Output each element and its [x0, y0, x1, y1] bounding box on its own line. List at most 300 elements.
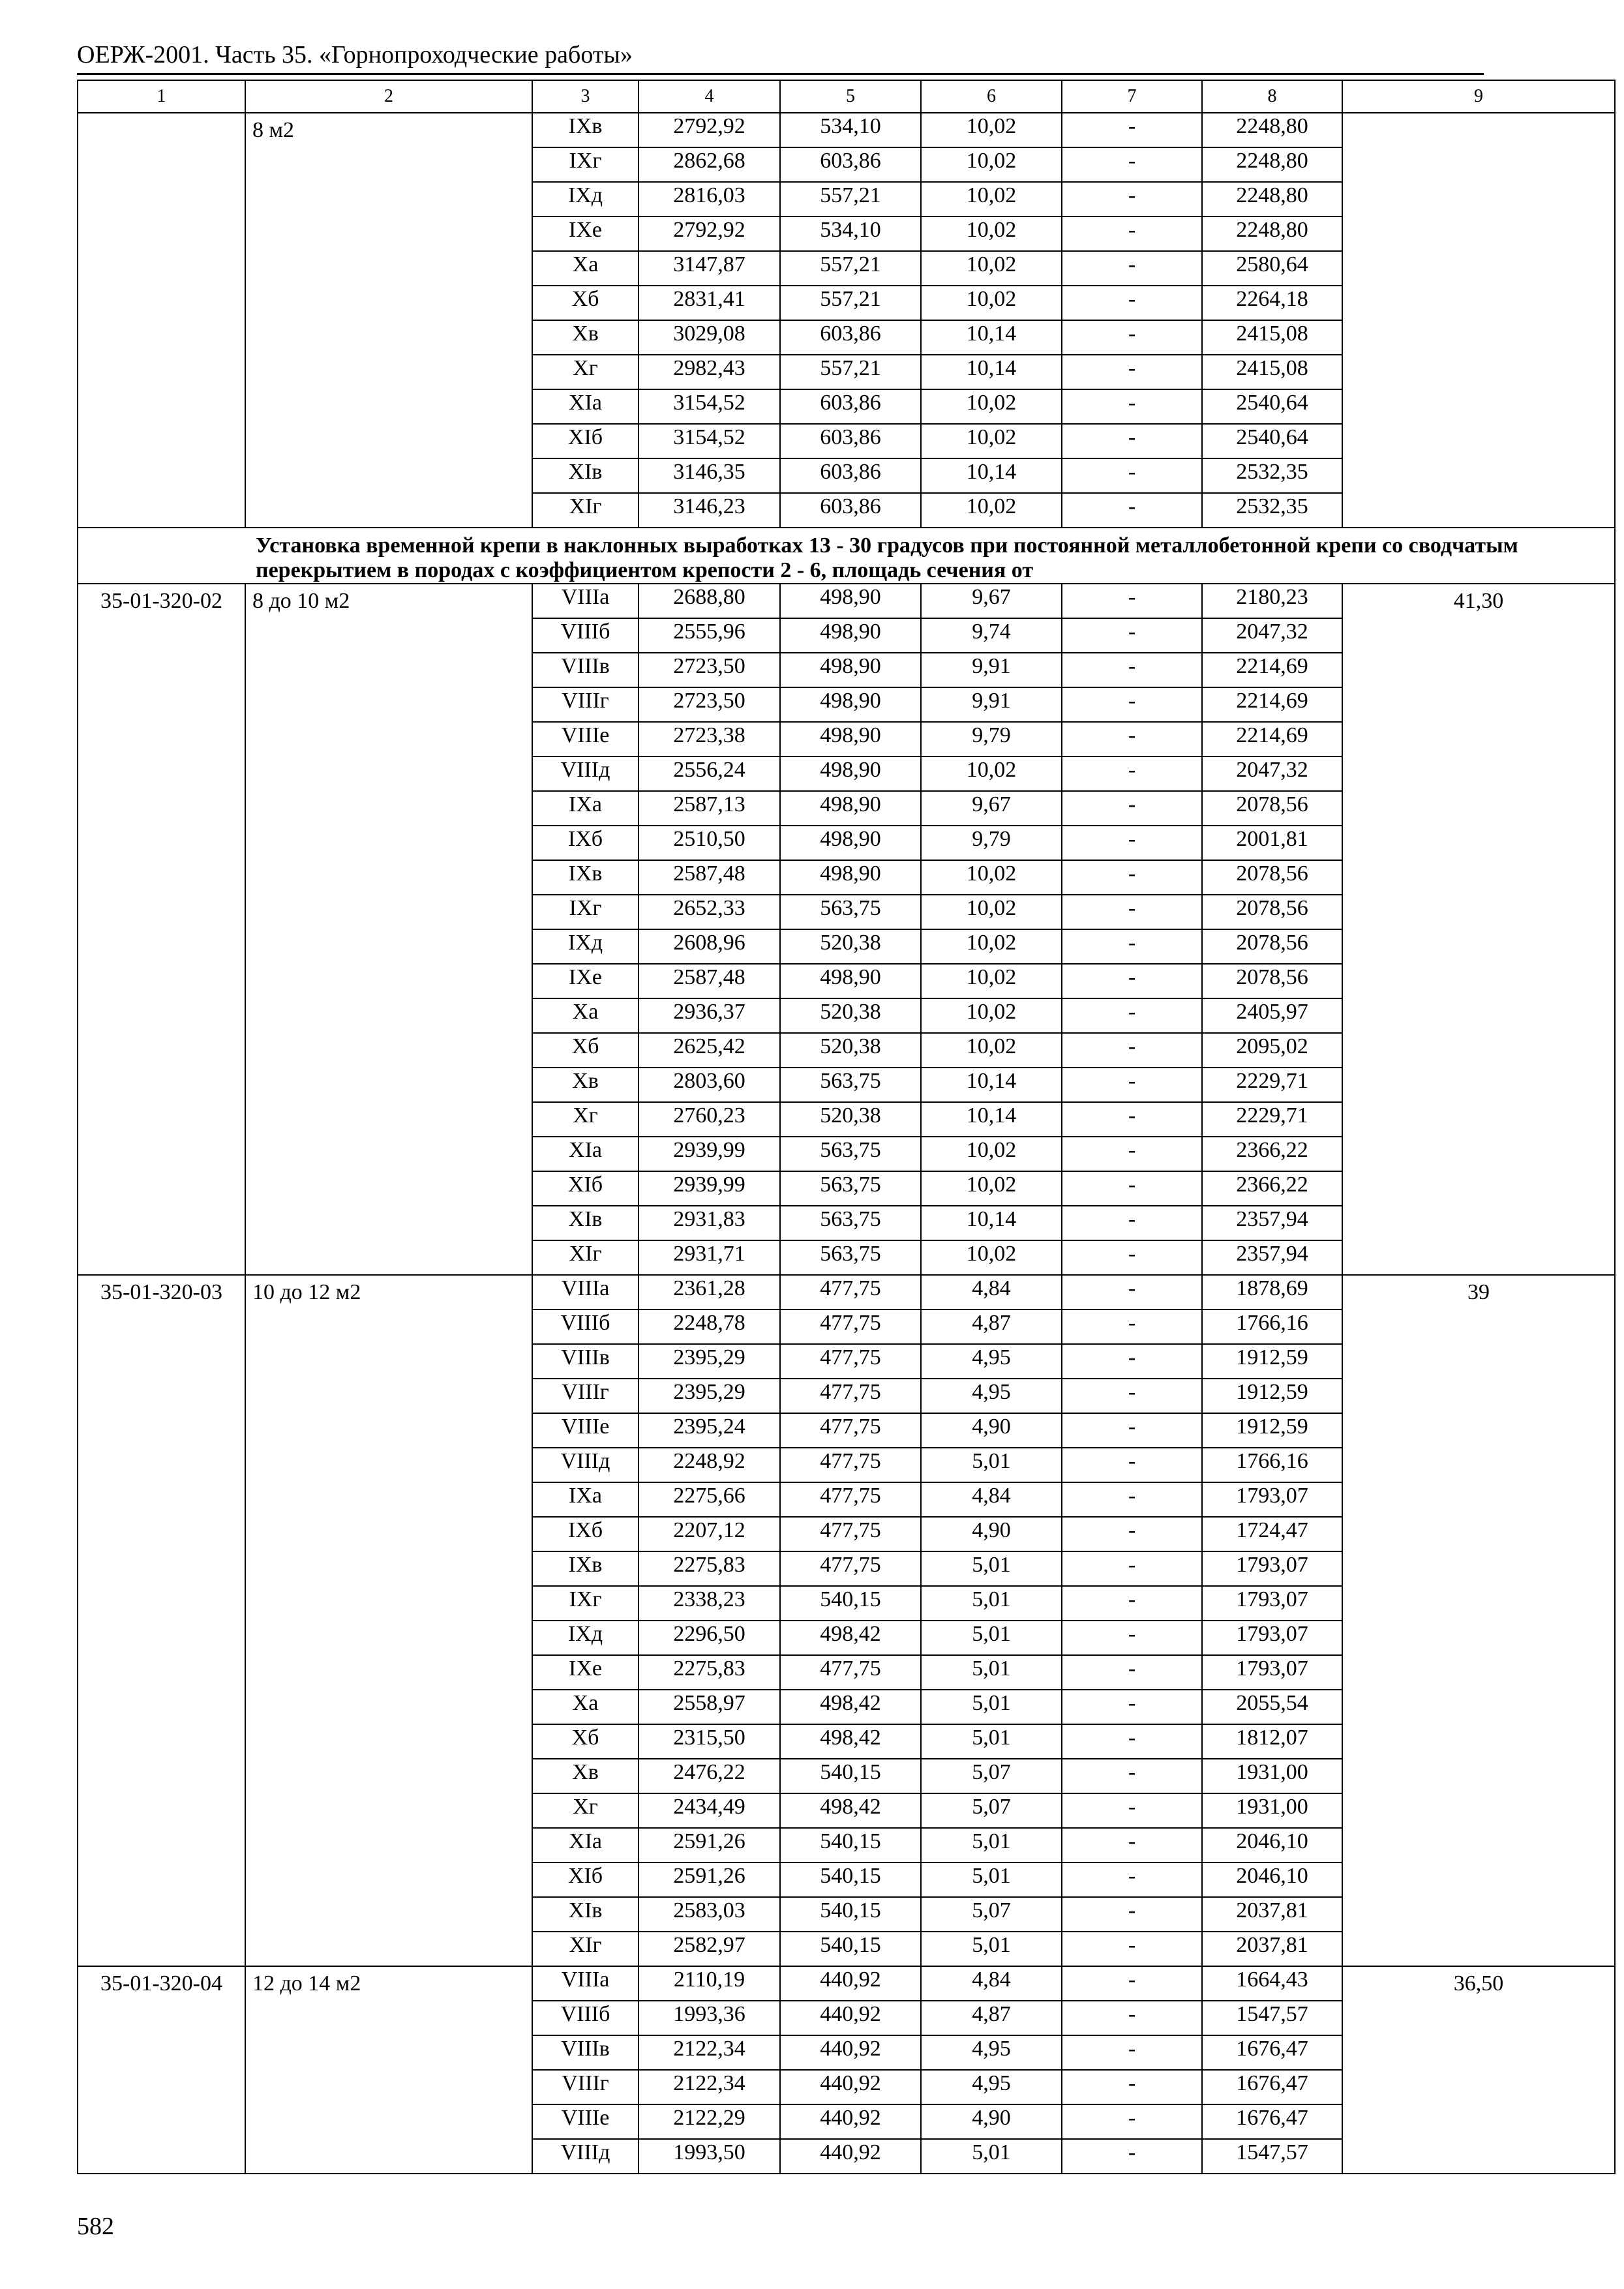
col8-cell: 2357,94: [1202, 1240, 1342, 1275]
col4-cell: 2338,23: [639, 1586, 780, 1621]
col7-cell: -: [1062, 1897, 1202, 1932]
col4-cell: 2122,29: [639, 2104, 780, 2139]
col7-cell: -: [1062, 653, 1202, 687]
col6-cell: 5,01: [921, 1863, 1062, 1897]
col6-cell: 10,02: [921, 217, 1062, 251]
class-cell: VIIIб: [532, 1309, 639, 1344]
col7-cell: -: [1062, 1655, 1202, 1690]
col5-cell: 498,90: [780, 653, 921, 687]
col7-cell: -: [1062, 389, 1202, 424]
col4-cell: 2936,37: [639, 998, 780, 1033]
col5-cell: 603,86: [780, 493, 921, 528]
col7-cell: -: [1062, 1621, 1202, 1655]
rate-code: 35-01-320-03: [78, 1275, 245, 1966]
col5-cell: 477,75: [780, 1413, 921, 1448]
col8-cell: 2047,32: [1202, 618, 1342, 653]
col5-cell: 563,75: [780, 1240, 921, 1275]
col8-cell: 2366,22: [1202, 1171, 1342, 1206]
col4-cell: 2939,99: [639, 1137, 780, 1171]
col8-cell: 2248,80: [1202, 217, 1342, 251]
col6-cell: 5,07: [921, 1793, 1062, 1828]
col4-cell: 2395,29: [639, 1344, 780, 1379]
col7-cell: -: [1062, 2070, 1202, 2104]
column-number-row: [78, 80, 1615, 113]
class-cell: XIв: [532, 1206, 639, 1240]
col6-cell: 9,91: [921, 687, 1062, 722]
col5-cell: 520,38: [780, 929, 921, 964]
col7-cell: -: [1062, 2139, 1202, 2174]
column-number: 4: [639, 80, 780, 113]
col6-cell: 10,14: [921, 1068, 1062, 1102]
col7-cell: -: [1062, 618, 1202, 653]
col5-cell: 440,92: [780, 2139, 921, 2174]
col5-cell: 540,15: [780, 1586, 921, 1621]
class-cell: IXе: [532, 964, 639, 998]
col8-cell: 1793,07: [1202, 1621, 1342, 1655]
class-cell: VIIIг: [532, 2070, 639, 2104]
col6-cell: 10,02: [921, 286, 1062, 320]
col5-cell: 603,86: [780, 147, 921, 182]
col6-cell: 4,95: [921, 1344, 1062, 1379]
table-row: [78, 1966, 1615, 2001]
col8-cell: 2415,08: [1202, 355, 1342, 389]
class-cell: XIг: [532, 493, 639, 528]
col5-cell: 440,92: [780, 2035, 921, 2070]
col6-cell: 5,01: [921, 1551, 1062, 1586]
col5-cell: 534,10: [780, 217, 921, 251]
col6-cell: 10,02: [921, 1171, 1062, 1206]
class-cell: XIг: [532, 1240, 639, 1275]
col8-cell: 2037,81: [1202, 1932, 1342, 1966]
col5-cell: 603,86: [780, 424, 921, 458]
col4-cell: 2591,26: [639, 1863, 780, 1897]
col4-cell: 2587,13: [639, 791, 780, 826]
col8-cell: 1931,00: [1202, 1759, 1342, 1793]
col6-cell: 10,02: [921, 389, 1062, 424]
col6-cell: 10,02: [921, 424, 1062, 458]
rate-code: 35-01-320-04: [78, 1966, 245, 2174]
class-cell: VIIIд: [532, 756, 639, 791]
class-cell: VIIIв: [532, 1344, 639, 1379]
col7-cell: -: [1062, 1551, 1202, 1586]
rate-code: [78, 113, 245, 528]
col6-cell: 10,02: [921, 964, 1062, 998]
col4-cell: 2315,50: [639, 1724, 780, 1759]
section-title: Установка временной крепи в наклонных выработках 13 - 30 градусов при постоянной металлобетонной крепи со сводчатым перекрытием в породах с коэффициентом крепости 2 - 6, площадь сечения от: [78, 528, 1615, 584]
col6-cell: 10,02: [921, 113, 1062, 147]
col4-cell: 2652,33: [639, 895, 780, 929]
col5-cell: 477,75: [780, 1517, 921, 1551]
col6-cell: 10,02: [921, 756, 1062, 791]
col5-cell: 498,90: [780, 860, 921, 895]
col7-cell: -: [1062, 1690, 1202, 1724]
col5-cell: 557,21: [780, 355, 921, 389]
col4-cell: 2395,24: [639, 1413, 780, 1448]
col5-cell: 603,86: [780, 458, 921, 493]
col8-cell: 2078,56: [1202, 929, 1342, 964]
class-cell: VIIIд: [532, 1448, 639, 1482]
col8-cell: 1793,07: [1202, 1655, 1342, 1690]
class-cell: VIIIа: [532, 1275, 639, 1309]
col5-cell: 498,90: [780, 584, 921, 618]
column-number: 5: [780, 80, 921, 113]
col7-cell: -: [1062, 1413, 1202, 1448]
col7-cell: -: [1062, 1448, 1202, 1482]
col4-cell: 2723,50: [639, 653, 780, 687]
class-cell: IXа: [532, 1482, 639, 1517]
col4-cell: 2587,48: [639, 964, 780, 998]
class-cell: XIв: [532, 1897, 639, 1932]
col7-cell: -: [1062, 1828, 1202, 1863]
col7-cell: -: [1062, 2104, 1202, 2139]
col7-cell: -: [1062, 826, 1202, 860]
col7-cell: -: [1062, 791, 1202, 826]
class-cell: IXд: [532, 1621, 639, 1655]
col5-cell: 557,21: [780, 251, 921, 286]
col6-cell: 5,07: [921, 1759, 1062, 1793]
class-cell: Xб: [532, 1033, 639, 1068]
page-number: 582: [77, 2213, 114, 2240]
col6-cell: 10,02: [921, 860, 1062, 895]
col5-cell: 477,75: [780, 1655, 921, 1690]
rates-table: [77, 80, 1616, 2174]
col9-cell: 39: [1342, 1275, 1615, 1966]
col7-cell: -: [1062, 860, 1202, 895]
class-cell: VIIIг: [532, 687, 639, 722]
col7-cell: -: [1062, 320, 1202, 355]
col6-cell: 10,14: [921, 355, 1062, 389]
col8-cell: 2248,80: [1202, 113, 1342, 147]
col5-cell: 520,38: [780, 998, 921, 1033]
col7-cell: -: [1062, 1482, 1202, 1517]
col5-cell: 540,15: [780, 1897, 921, 1932]
col4-cell: 3154,52: [639, 424, 780, 458]
class-cell: VIIIе: [532, 2104, 639, 2139]
col7-cell: -: [1062, 182, 1202, 217]
class-cell: IXд: [532, 929, 639, 964]
col7-cell: -: [1062, 1275, 1202, 1309]
col6-cell: 5,01: [921, 1586, 1062, 1621]
col7-cell: -: [1062, 687, 1202, 722]
col5-cell: 498,90: [780, 964, 921, 998]
col7-cell: -: [1062, 998, 1202, 1033]
col4-cell: 3029,08: [639, 320, 780, 355]
col4-cell: 2792,92: [639, 217, 780, 251]
col6-cell: 5,01: [921, 2139, 1062, 2174]
col5-cell: 477,75: [780, 1309, 921, 1344]
col6-cell: 10,02: [921, 251, 1062, 286]
col6-cell: 5,01: [921, 1724, 1062, 1759]
class-cell: Xг: [532, 1102, 639, 1137]
col4-cell: 2816,03: [639, 182, 780, 217]
col6-cell: 4,90: [921, 2104, 1062, 2139]
col6-cell: 10,14: [921, 1102, 1062, 1137]
col5-cell: 440,92: [780, 2001, 921, 2035]
col8-cell: 2264,18: [1202, 286, 1342, 320]
col7-cell: -: [1062, 147, 1202, 182]
class-cell: IXа: [532, 791, 639, 826]
col7-cell: -: [1062, 1206, 1202, 1240]
col7-cell: -: [1062, 722, 1202, 756]
class-cell: VIIIб: [532, 2001, 639, 2035]
col5-cell: 520,38: [780, 1033, 921, 1068]
col7-cell: -: [1062, 1586, 1202, 1621]
col8-cell: 2540,64: [1202, 389, 1342, 424]
col7-cell: -: [1062, 1344, 1202, 1379]
col6-cell: 10,02: [921, 895, 1062, 929]
col5-cell: 477,75: [780, 1448, 921, 1482]
class-cell: Xв: [532, 320, 639, 355]
col5-cell: 540,15: [780, 1828, 921, 1863]
col7-cell: -: [1062, 1517, 1202, 1551]
col6-cell: 5,07: [921, 1897, 1062, 1932]
col8-cell: 2180,23: [1202, 584, 1342, 618]
class-cell: IXб: [532, 1517, 639, 1551]
col5-cell: 498,42: [780, 1724, 921, 1759]
col5-cell: 477,75: [780, 1482, 921, 1517]
col4-cell: 2361,28: [639, 1275, 780, 1309]
col6-cell: 4,84: [921, 1482, 1062, 1517]
class-cell: VIIIб: [532, 618, 639, 653]
col4-cell: 2434,49: [639, 1793, 780, 1828]
col6-cell: 4,87: [921, 2001, 1062, 2035]
class-cell: XIб: [532, 1171, 639, 1206]
col4-cell: 2248,92: [639, 1448, 780, 1482]
work-description: 8 до 10 м2: [245, 584, 532, 1275]
class-cell: XIа: [532, 389, 639, 424]
col4-cell: 2558,97: [639, 1690, 780, 1724]
col5-cell: 498,90: [780, 791, 921, 826]
col4-cell: 2122,34: [639, 2035, 780, 2070]
col8-cell: 2214,69: [1202, 687, 1342, 722]
col6-cell: 5,01: [921, 1932, 1062, 1966]
col5-cell: 563,75: [780, 1137, 921, 1171]
col8-cell: 2580,64: [1202, 251, 1342, 286]
col4-cell: 2275,83: [639, 1551, 780, 1586]
col6-cell: 10,02: [921, 182, 1062, 217]
col6-cell: 10,14: [921, 1206, 1062, 1240]
col9-cell: 41,30: [1342, 584, 1615, 1275]
col8-cell: 2248,80: [1202, 182, 1342, 217]
col6-cell: 10,02: [921, 147, 1062, 182]
col4-cell: 2275,83: [639, 1655, 780, 1690]
col4-cell: 2275,66: [639, 1482, 780, 1517]
col8-cell: 2001,81: [1202, 826, 1342, 860]
col6-cell: 5,01: [921, 1690, 1062, 1724]
col8-cell: 2046,10: [1202, 1828, 1342, 1863]
class-cell: IXв: [532, 113, 639, 147]
col7-cell: -: [1062, 1068, 1202, 1102]
col8-cell: 1812,07: [1202, 1724, 1342, 1759]
col5-cell: 563,75: [780, 1206, 921, 1240]
col5-cell: 498,90: [780, 687, 921, 722]
col6-cell: 10,02: [921, 1033, 1062, 1068]
col7-cell: -: [1062, 1137, 1202, 1171]
col8-cell: 2532,35: [1202, 458, 1342, 493]
rate-code: 35-01-320-02: [78, 584, 245, 1275]
col4-cell: 2296,50: [639, 1621, 780, 1655]
col5-cell: 498,90: [780, 722, 921, 756]
col9-cell: 36,50: [1342, 1966, 1615, 2174]
class-cell: VIIIд: [532, 2139, 639, 2174]
col5-cell: 477,75: [780, 1344, 921, 1379]
col7-cell: -: [1062, 1966, 1202, 2001]
class-cell: IXв: [532, 1551, 639, 1586]
col7-cell: -: [1062, 964, 1202, 998]
table-row: [78, 1275, 1615, 1309]
col4-cell: 2591,26: [639, 1828, 780, 1863]
col8-cell: 1878,69: [1202, 1275, 1342, 1309]
col8-cell: 1547,57: [1202, 2001, 1342, 2035]
col4-cell: 3154,52: [639, 389, 780, 424]
class-cell: XIа: [532, 1828, 639, 1863]
col8-cell: 2532,35: [1202, 493, 1342, 528]
col7-cell: -: [1062, 2035, 1202, 2070]
col8-cell: 2248,80: [1202, 147, 1342, 182]
class-cell: VIIIа: [532, 1966, 639, 2001]
col4-cell: 1993,36: [639, 2001, 780, 2035]
col6-cell: 9,67: [921, 584, 1062, 618]
col5-cell: 534,10: [780, 113, 921, 147]
class-cell: Xб: [532, 286, 639, 320]
col4-cell: 2207,12: [639, 1517, 780, 1551]
col7-cell: -: [1062, 584, 1202, 618]
col4-cell: 2608,96: [639, 929, 780, 964]
class-cell: IXб: [532, 826, 639, 860]
column-number: 7: [1062, 80, 1202, 113]
col6-cell: 10,02: [921, 1240, 1062, 1275]
col7-cell: -: [1062, 217, 1202, 251]
col4-cell: 3146,35: [639, 458, 780, 493]
col7-cell: -: [1062, 286, 1202, 320]
col8-cell: 2046,10: [1202, 1863, 1342, 1897]
col8-cell: 2037,81: [1202, 1897, 1342, 1932]
class-cell: IXд: [532, 182, 639, 217]
col8-cell: 2095,02: [1202, 1033, 1342, 1068]
col8-cell: 2078,56: [1202, 964, 1342, 998]
class-cell: IXе: [532, 1655, 639, 1690]
class-cell: VIIIе: [532, 722, 639, 756]
col7-cell: -: [1062, 113, 1202, 147]
class-cell: IXг: [532, 1586, 639, 1621]
col4-cell: 1993,50: [639, 2139, 780, 2174]
col4-cell: 2939,99: [639, 1171, 780, 1206]
col8-cell: 1766,16: [1202, 1448, 1342, 1482]
col7-cell: -: [1062, 1793, 1202, 1828]
col7-cell: -: [1062, 1171, 1202, 1206]
section-title-row: [78, 528, 1615, 584]
col4-cell: 2555,96: [639, 618, 780, 653]
class-cell: Xг: [532, 355, 639, 389]
col5-cell: 520,38: [780, 1102, 921, 1137]
class-cell: Xа: [532, 1690, 639, 1724]
col6-cell: 5,01: [921, 1655, 1062, 1690]
col4-cell: 2587,48: [639, 860, 780, 895]
col5-cell: 603,86: [780, 320, 921, 355]
col5-cell: 563,75: [780, 1068, 921, 1102]
col8-cell: 2405,97: [1202, 998, 1342, 1033]
class-cell: XIа: [532, 1137, 639, 1171]
col8-cell: 1724,47: [1202, 1517, 1342, 1551]
col7-cell: -: [1062, 493, 1202, 528]
col8-cell: 2540,64: [1202, 424, 1342, 458]
column-number: 9: [1342, 80, 1615, 113]
col4-cell: 2122,34: [639, 2070, 780, 2104]
col8-cell: 2047,32: [1202, 756, 1342, 791]
col6-cell: 9,79: [921, 722, 1062, 756]
col5-cell: 563,75: [780, 1171, 921, 1206]
col8-cell: 2415,08: [1202, 320, 1342, 355]
col4-cell: 2556,24: [639, 756, 780, 791]
col4-cell: 2931,83: [639, 1206, 780, 1240]
col8-cell: 2366,22: [1202, 1137, 1342, 1171]
col7-cell: -: [1062, 458, 1202, 493]
col5-cell: 540,15: [780, 1759, 921, 1793]
col7-cell: -: [1062, 1759, 1202, 1793]
col4-cell: 2110,19: [639, 1966, 780, 2001]
col6-cell: 5,01: [921, 1621, 1062, 1655]
col6-cell: 5,01: [921, 1448, 1062, 1482]
col5-cell: 440,92: [780, 2070, 921, 2104]
work-description: 12 до 14 м2: [245, 1966, 532, 2174]
col8-cell: 1793,07: [1202, 1586, 1342, 1621]
class-cell: Xв: [532, 1759, 639, 1793]
class-cell: IXв: [532, 860, 639, 895]
col8-cell: 1912,59: [1202, 1413, 1342, 1448]
col6-cell: 10,02: [921, 1137, 1062, 1171]
col6-cell: 9,67: [921, 791, 1062, 826]
col7-cell: -: [1062, 1724, 1202, 1759]
col5-cell: 557,21: [780, 286, 921, 320]
col6-cell: 9,79: [921, 826, 1062, 860]
col8-cell: 1676,47: [1202, 2070, 1342, 2104]
col7-cell: -: [1062, 1240, 1202, 1275]
col4-cell: 2862,68: [639, 147, 780, 182]
col8-cell: 2214,69: [1202, 653, 1342, 687]
class-cell: VIIIв: [532, 653, 639, 687]
col8-cell: 1912,59: [1202, 1344, 1342, 1379]
col4-cell: 2688,80: [639, 584, 780, 618]
col4-cell: 2625,42: [639, 1033, 780, 1068]
col8-cell: 1931,00: [1202, 1793, 1342, 1828]
column-number: 8: [1202, 80, 1342, 113]
col5-cell: 498,90: [780, 756, 921, 791]
class-cell: VIIIв: [532, 2035, 639, 2070]
col6-cell: 4,90: [921, 1413, 1062, 1448]
col4-cell: 2510,50: [639, 826, 780, 860]
col8-cell: 2055,54: [1202, 1690, 1342, 1724]
col6-cell: 10,02: [921, 929, 1062, 964]
col7-cell: -: [1062, 424, 1202, 458]
col9-cell: [1342, 113, 1615, 528]
col4-cell: 2931,71: [639, 1240, 780, 1275]
col7-cell: -: [1062, 251, 1202, 286]
col6-cell: 4,84: [921, 1275, 1062, 1309]
col5-cell: 540,15: [780, 1863, 921, 1897]
class-cell: XIб: [532, 424, 639, 458]
col7-cell: -: [1062, 2001, 1202, 2035]
col8-cell: 2078,56: [1202, 860, 1342, 895]
column-number: 3: [532, 80, 639, 113]
class-cell: VIIIг: [532, 1379, 639, 1413]
col6-cell: 9,74: [921, 618, 1062, 653]
work-description: 8 м2: [245, 113, 532, 528]
col4-cell: 2248,78: [639, 1309, 780, 1344]
class-cell: IXг: [532, 147, 639, 182]
col6-cell: 10,14: [921, 320, 1062, 355]
col4-cell: 2476,22: [639, 1759, 780, 1793]
col6-cell: 10,02: [921, 493, 1062, 528]
